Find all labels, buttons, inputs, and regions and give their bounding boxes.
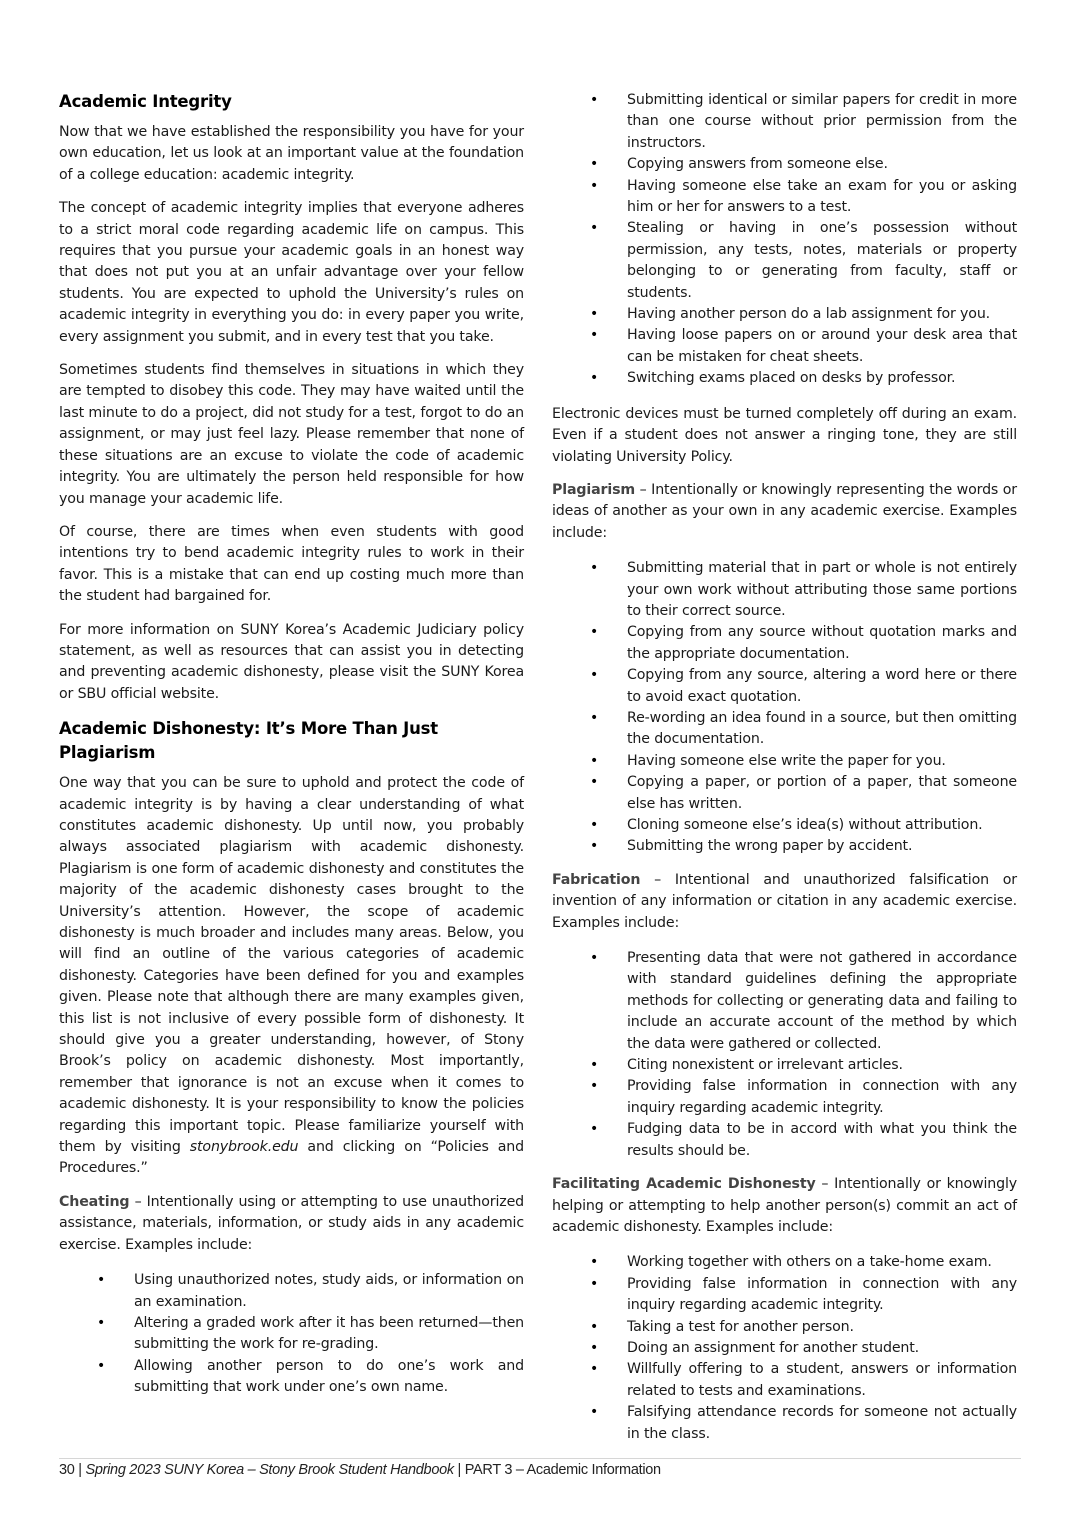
list-item: • Switching exams placed on desks by professor. [552, 368, 1017, 389]
bullet-icon: • [590, 1057, 599, 1074]
list-item: • Having another person do a lab assignment for you. [552, 304, 1017, 325]
paragraph-electronic-devices: Electronic devices must be turned completely off during an exam. Even if a student does not answer a ringing tone, they are still violating University Policy. [552, 405, 1017, 465]
paragraph-facilitating [552, 1174, 1017, 1238]
overview-text: One way that you can be sure to uphold and protect the code of academic integrity is by having a clear understanding of what constitutes academic dishonesty. Up until now, you probably always associated plagiarism with academic dishonesty. Plagiarism is one form of academic dishonesty and constitutes the majority of the academic dishonesty cases brought to the University’s attention. However, the scope of academic dishonesty is much broader and includes many areas. Below, you will find an outline of the various categories of academic dishonesty. Categories have been defined for you and examples given. Please note that although there are many examples given, this list is not inclusive of every possible form of dishonesty. It should give you a greater understanding, however, of Stony Brook’s policy on academic dishonesty. Most importantly, remember that ignorance is not an excuse when it comes to academic dishonesty. It is your responsibility to know the policies regarding this important topic. Please familiarize yourself with them by visiting [59, 775, 524, 1156]
bullet-icon: • [590, 817, 599, 833]
facilitating-label: Facilitating Academic Dishonesty [552, 1176, 816, 1193]
fabrication-definition: – Intentional and unauthorized falsification or invention of any information or citation in any academic exercise. Examples include: [552, 871, 1017, 931]
bullet-icon: • [590, 774, 599, 791]
right-column [552, 90, 1017, 1457]
footer-separator: | [74, 1462, 86, 1478]
left-column [59, 90, 524, 1411]
paragraph-intro: Now that we have established the responsibility you have for your own education, let us look at an important value at the foundation of a college education: academic integrity. [59, 124, 524, 183]
heading-academic-integrity: Academic Integrity [59, 92, 232, 111]
list-item: • Falsifying attendance records for someone not actually in the class. [590, 1404, 1017, 1442]
paragraph-cheating [59, 1192, 524, 1256]
list-item: • Copying answers from someone else. [552, 154, 1017, 175]
cheating-list [59, 1270, 524, 1398]
bullet-icon: • [590, 667, 599, 684]
heading-academic-dishonesty: Academic Dishonesty: It’s More Than Just Plagiarism [59, 719, 438, 763]
paragraph-concept: The concept of academic integrity implies that everyone adheres to a strict moral code regarding academic life on campus. This requires that you pursue your academic goals in an honest way that does not put you at an unfair advantage over your fellow students. You are expected to uphold the University’s rules on academic integrity in everything you do: in every paper you write, every assignment you submit, and in every test that you take. [59, 200, 524, 345]
cheating-list-continued [552, 90, 1017, 390]
bullet-icon: • [590, 709, 599, 726]
page-number: 30 [59, 1462, 75, 1478]
bullet-icon: • [590, 306, 599, 323]
paragraph-dishonesty-overview [59, 773, 524, 1180]
bullet-icon: • [97, 1314, 106, 1331]
bullet-icon: • [590, 624, 599, 641]
bullet-icon: • [590, 560, 599, 577]
stonybrook-link[interactable]: stonybrook.edu [189, 1139, 299, 1156]
bullet-icon: • [590, 1254, 599, 1271]
bullet-icon: • [590, 752, 599, 769]
list-item: • Cloning someone else’s idea(s) without attribution. [552, 815, 1017, 836]
bullet-icon: • [97, 1272, 106, 1289]
fabrication-label: Fabrication [552, 871, 641, 888]
list-item: • Copying from any source, altering a word here or there to avoid exact quotation. [590, 667, 1017, 705]
list-item: • Fudging data to be in accord with what you think the results should be. [590, 1121, 1017, 1159]
facilitating-definition: – Intentionally or knowingly helping or attempting to help another person(s) commit an act of academic dishonesty. Examples include: [552, 1176, 1017, 1235]
list-item: • Presenting data that were not gathered in accordance with standard guidelines defining the appropriate methods for collecting or generating data and failing to include an accurate account of the method by which the data were gathered or collected. [590, 950, 1017, 1052]
list-item: • Stealing or having in one’s possession without permission, any tests, notes, materials or property belonging to or generating from faculty, staff or students. [590, 220, 1017, 301]
facilitating-list [552, 1252, 1017, 1445]
list-item: • Using unauthorized notes, study aids, or information on an examination. [97, 1272, 524, 1310]
bullet-icon: • [590, 1404, 599, 1421]
list-item: • Working together with others on a take-home exam. [552, 1252, 1017, 1273]
list-item: • Submitting the wrong paper by accident. [552, 836, 1017, 857]
bullet-icon: • [590, 1318, 599, 1335]
list-item: • Having someone else take an exam for you or asking him or her for answers to a test. [590, 177, 1017, 216]
bullet-icon: • [590, 156, 599, 173]
list-item: • Providing false information in connection with any inquiry regarding academic integrity. [590, 1275, 1017, 1314]
list-item: • Re-wording an idea found in a source, but then omitting the documentation. [590, 709, 1017, 748]
list-item: • Submitting material that in part or whole is not entirely your own work without attributing those same portions to their correct source. [590, 560, 1017, 619]
list-item: • Taking a test for another person. [552, 1317, 1017, 1338]
bullet-icon: • [590, 950, 599, 967]
handbook-title: Spring 2023 SUNY Korea – Stony Brook Student Handbook [85, 1462, 454, 1478]
list-item: • Submitting identical or similar papers for credit in more than one course without prior permission from the instructors. [590, 92, 1017, 151]
cheating-label: Cheating [59, 1193, 130, 1210]
list-item: • Altering a graded work after it has been returned—then submitting the work for re-grading. [97, 1314, 524, 1353]
list-item: • Providing false information in connection with any inquiry regarding academic integrity. [590, 1078, 1017, 1116]
paragraph-plagiarism [552, 480, 1017, 544]
bullet-icon: • [590, 327, 599, 344]
list-item: • Copying from any source without quotation marks and the appropriate documentation. [590, 624, 1017, 662]
paragraph-fabrication [552, 870, 1017, 934]
bullet-icon: • [590, 1361, 599, 1378]
paragraph-more-info: For more information on SUNY Korea’s Academic Judiciary policy statement, as well as resources that can assist you in detecting and preventing academic dishonesty, please visit the SUNY Korea or SBU official website. [59, 621, 524, 702]
bullet-icon: • [590, 370, 599, 387]
list-item: • Copying a paper, or portion of a paper, that someone else has written. [590, 774, 1017, 812]
bullet-icon: • [97, 1357, 106, 1374]
paragraph-bend-rules: Of course, there are times when even students with good intentions try to bend academic integrity rules to work in their favor. This is a mistake that can end up costing much more than the student had bargained for. [59, 523, 524, 605]
page-footer [59, 1462, 661, 1478]
paragraph-temptation: Sometimes students find themselves in situations in which they are tempted to disobey this code. They may have waited until the last minute to do a project, did not study for a test, forgot to do an assignment, or may just feel lazy. Please remember that none of these situations are an excuse to violate the code of academic integrity. You are ultimately the person held responsible for how you manage your academic life. [59, 362, 524, 507]
list-item: • Doing an assignment for another student. [552, 1338, 1017, 1359]
bullet-icon: • [590, 1121, 599, 1138]
bullet-icon: • [590, 1078, 599, 1095]
bullet-icon: • [590, 838, 599, 855]
footer-divider [59, 1458, 1021, 1459]
list-item: • Having loose papers on or around your desk area that can be mistaken for cheat sheets. [590, 327, 1017, 365]
bullet-icon: • [590, 92, 599, 108]
list-item: • Having someone else write the paper for you. [552, 751, 1017, 772]
bullet-icon: • [590, 177, 599, 194]
bullet-icon: • [590, 220, 599, 237]
plagiarism-label: Plagiarism [552, 481, 636, 498]
overview-text-end: and clicking on “Policies and Procedures.” [59, 1139, 524, 1177]
list-item: • Citing nonexistent or irrelevant articles. [552, 1055, 1017, 1076]
plagiarism-list [552, 558, 1017, 858]
bullet-icon: • [590, 1339, 599, 1356]
fabrication-list [552, 948, 1017, 1162]
list-item: • Allowing another person to do one’s work and submitting that work under one’s own name. [97, 1357, 524, 1396]
cheating-definition: – Intentionally using or attempting to use unauthorized assistance, materials, information, or study aids in any academic exercise. Examples include: [59, 1193, 524, 1253]
list-item: • Willfully offering to a student, answers or information related to tests and examinations. [590, 1361, 1017, 1399]
bullet-icon: • [590, 1275, 599, 1292]
plagiarism-definition: – Intentionally or knowingly representing the words or ideas of another as your own in any academic exercise. Examples include: [552, 481, 1017, 541]
section-label: PART 3 – Academic Information [464, 1462, 661, 1478]
footer-separator: | [453, 1462, 465, 1478]
